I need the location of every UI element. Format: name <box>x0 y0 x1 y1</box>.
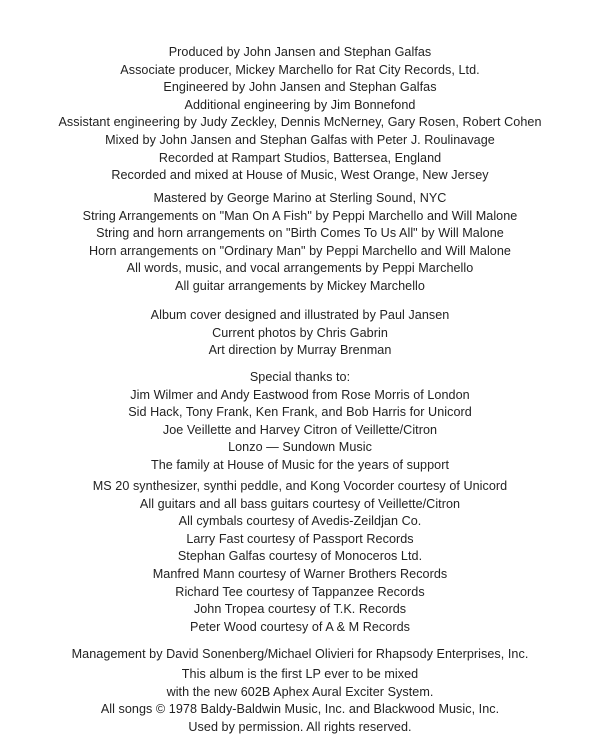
credit-line: Recorded and mixed at House of Music, West Orange, New Jersey <box>111 168 489 183</box>
credit-line: MS 20 synthesizer, synthi peddle, and Kong Vocorder courtesy of Unicord <box>92 479 508 493</box>
rights-line: Used by permission. All rights reserved. <box>188 719 412 734</box>
special-thanks-heading: Special thanks to: <box>249 370 351 384</box>
management-credit <box>0 646 600 664</box>
credit-line: All cymbals courtesy of Avedis-Zeildjan Co. <box>178 514 422 529</box>
credit-line: Jim Wilmer and Andy Eastwood from Rose Morris of London <box>130 387 470 402</box>
credit-line: Produced by John Jansen and Stephan Galfas <box>168 45 432 59</box>
credit-line: Peter Wood courtesy of A & M Records <box>190 619 410 634</box>
special-thanks <box>0 369 600 475</box>
credit-line: Art direction by Murray Brenman <box>208 343 392 358</box>
equipment-courtesy-credits <box>0 478 600 636</box>
credit-line: Mixed by John Jansen and Stephan Galfas with Peter J. Roulinavage <box>105 132 495 147</box>
credit-line: Manfred Mann courtesy of Warner Brothers Records <box>152 566 448 581</box>
credit-line: All guitar arrangements by Mickey Marchello <box>175 278 425 293</box>
arrangement-credits <box>0 190 600 296</box>
copyright-line: All songs © 1978 Baldy-Baldwin Music, Inc. and Blackwood Music, Inc. <box>100 702 500 717</box>
credit-line: John Tropea courtesy of T.K. Records <box>193 602 407 617</box>
credit-line: Richard Tee courtesy of Tappanzee Records <box>175 584 425 599</box>
credit-line: String and horn arrangements on "Birth Comes To Us All" by Will Malone <box>96 226 504 241</box>
note-line: This album is the first LP ever to be mixed <box>181 667 419 681</box>
credit-line: Current photos by Chris Gabrin <box>212 325 388 340</box>
credit-line: String Arrangements on "Man On A Fish" by Peppi Marchello and Will Malone <box>82 208 518 223</box>
credit-line: Stephan Galfas courtesy of Monoceros Ltd. <box>177 549 423 564</box>
credit-line: Assistant engineering by Judy Zeckley, Dennis McNerney, Gary Rosen, Robert Cohen <box>58 115 542 130</box>
credit-line: Sid Hack, Tony Frank, Ken Frank, and Bob Harris for Unicord <box>128 405 472 420</box>
credit-line: Lonzo — Sundown Music <box>228 440 372 455</box>
credit-line: Larry Fast courtesy of Passport Records <box>186 531 414 546</box>
credit-line: Mastered by George Marino at Sterling Sound, NYC <box>153 191 447 205</box>
credit-line: Album cover designed and illustrated by Paul Jansen <box>150 308 450 322</box>
credit-line: Recorded at Rampart Studios, Battersea, England <box>158 150 442 165</box>
credit-line: All guitars and all bass guitars courtesy of Veillette/Citron <box>139 496 461 511</box>
credit-line: Management by David Sonenberg/Michael Olivieri for Rhapsody Enterprises, Inc. <box>71 647 529 661</box>
credit-line: Joe Veillette and Harvey Citron of Veillette/Citron <box>162 422 438 437</box>
production-credits <box>0 44 600 185</box>
credit-line: All words, music, and vocal arrangements by Peppi Marchello <box>126 261 474 276</box>
art-credits <box>0 307 600 360</box>
credit-line: Associate producer, Mickey Marchello for Rat City Records, Ltd. <box>120 62 480 77</box>
credit-line: Engineered by John Jansen and Stephan Galfas <box>163 80 437 95</box>
album-notes <box>0 666 600 736</box>
credit-line: Horn arrangements on "Ordinary Man" by Peppi Marchello and Will Malone <box>89 243 511 258</box>
credit-line: The family at House of Music for the years of support <box>150 457 450 472</box>
note-line: with the new 602B Aphex Aural Exciter System. <box>166 684 434 699</box>
credit-line: Additional engineering by Jim Bonnefond <box>184 97 416 112</box>
